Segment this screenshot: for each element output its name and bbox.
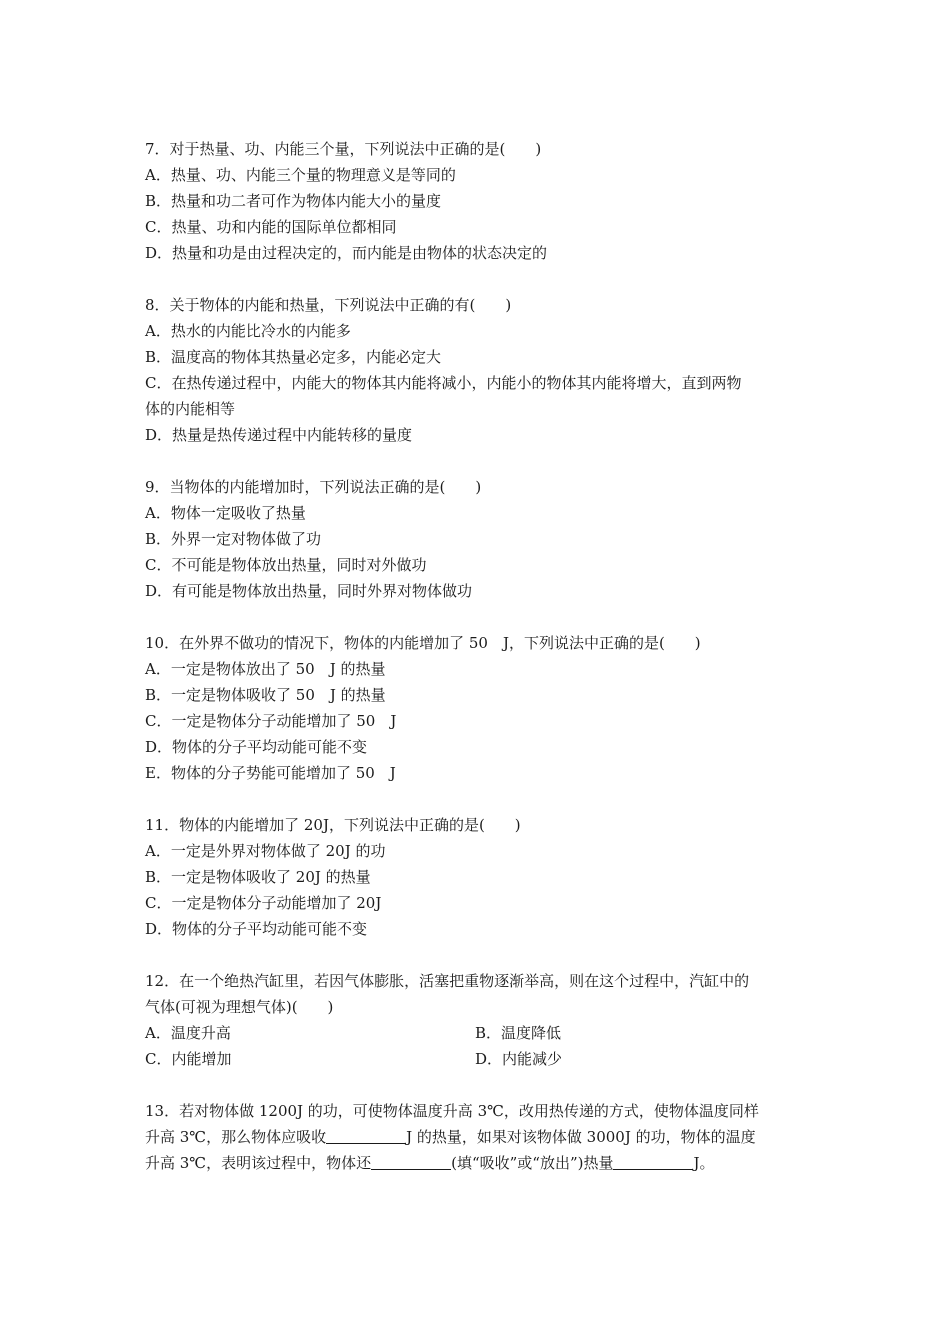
answer-blank-2[interactable]	[371, 1153, 451, 1170]
option-b: B．一定是物体吸收了 20J 的热量	[145, 868, 371, 886]
text-segment: (填“吸收”或“放出”)热量	[451, 1154, 614, 1172]
question-12	[145, 968, 810, 1072]
question-10	[145, 630, 810, 786]
option-d: D．热量是热传递过程中内能转移的量度	[145, 426, 413, 444]
option-c: C．在热传递过程中，内能大的物体其内能将减小，内能小的物体其内能将增大，直到两物	[145, 374, 742, 392]
option-c: C．不可能是物体放出热量，同时对外做功	[145, 556, 427, 574]
option-c: C．一定是物体分子动能增加了 50 J	[145, 712, 397, 730]
question-line-2	[145, 1124, 810, 1150]
question-line-3	[145, 1150, 810, 1176]
question-stem: 13．若对物体做 1200J 的功，可使物体温度升高 3℃，改用热传递的方式，使物体温度同样	[145, 1102, 759, 1120]
option-b: B．一定是物体吸收了 50 J 的热量	[145, 686, 386, 704]
text-segment: J 的热量，如果对该物体做 3000J 的功，物体的温度	[406, 1128, 756, 1146]
option-b: B．温度高的物体其热量必定多，内能必定大	[145, 348, 442, 366]
option-c: C．内能增加	[145, 1050, 232, 1068]
options-row-2	[145, 1046, 810, 1072]
text-segment: 升高 3℃，表明该过程中，物体还	[145, 1154, 372, 1172]
text-segment: 升高 3℃，那么物体应吸收	[145, 1128, 327, 1146]
option-b: B．温度降低	[475, 1024, 562, 1042]
option-d: D．内能减少	[475, 1050, 563, 1068]
answer-blank-1[interactable]	[326, 1127, 406, 1144]
option-d: D．物体的分子平均动能可能不变	[145, 738, 368, 756]
option-c: C．一定是物体分子动能增加了 20J	[145, 894, 382, 912]
question-7	[145, 136, 810, 266]
answer-blank-3[interactable]	[613, 1153, 693, 1170]
option-d: D．有可能是物体放出热量，同时外界对物体做功	[145, 582, 473, 600]
question-stem: 7．对于热量、功、内能三个量，下列说法中正确的是( )	[145, 140, 542, 158]
question-8	[145, 292, 810, 448]
question-13	[145, 1098, 810, 1176]
question-stem: 8．关于物体的内能和热量，下列说法中正确的有( )	[145, 296, 512, 314]
option-d: D．热量和功是由过程决定的，而内能是由物体的状态决定的	[145, 244, 548, 262]
option-a: A．热水的内能比冷水的内能多	[145, 322, 351, 340]
options-row-1	[145, 1020, 810, 1046]
option-b: B．热量和功二者可作为物体内能大小的量度	[145, 192, 442, 210]
question-stem: 9．当物体的内能增加时，下列说法正确的是( )	[145, 478, 482, 496]
option-c: C．热量、功和内能的国际单位都相同	[145, 218, 397, 236]
option-a: A．物体一定吸收了热量	[145, 504, 306, 522]
option-e: E．物体的分子势能可能增加了 50 J	[145, 764, 396, 782]
option-d: D．物体的分子平均动能可能不变	[145, 920, 368, 938]
option-a: A．一定是外界对物体做了 20J 的功	[145, 842, 386, 860]
question-stem-continued: 气体(可视为理想气体)( )	[145, 998, 334, 1016]
question-stem: 12．在一个绝热汽缸里，若因气体膨胀，活塞把重物逐渐举高，则在这个过程中，汽缸中的	[145, 972, 750, 990]
question-9	[145, 474, 810, 604]
option-b: B．外界一定对物体做了功	[145, 530, 322, 548]
option-a: A．温度升高	[145, 1024, 231, 1042]
question-11	[145, 812, 810, 942]
option-c-continued: 体的内能相等	[145, 400, 236, 418]
question-stem: 10．在外界不做功的情况下，物体的内能增加了 50 J，下列说法中正确的是( )	[145, 634, 701, 652]
exam-page	[145, 136, 810, 1202]
option-a: A．热量、功、内能三个量的物理意义是等同的	[145, 166, 456, 184]
question-stem: 11．物体的内能增加了 20J，下列说法中正确的是( )	[145, 816, 521, 834]
text-segment: J。	[693, 1154, 715, 1172]
option-a: A．一定是物体放出了 50 J 的热量	[145, 660, 386, 678]
